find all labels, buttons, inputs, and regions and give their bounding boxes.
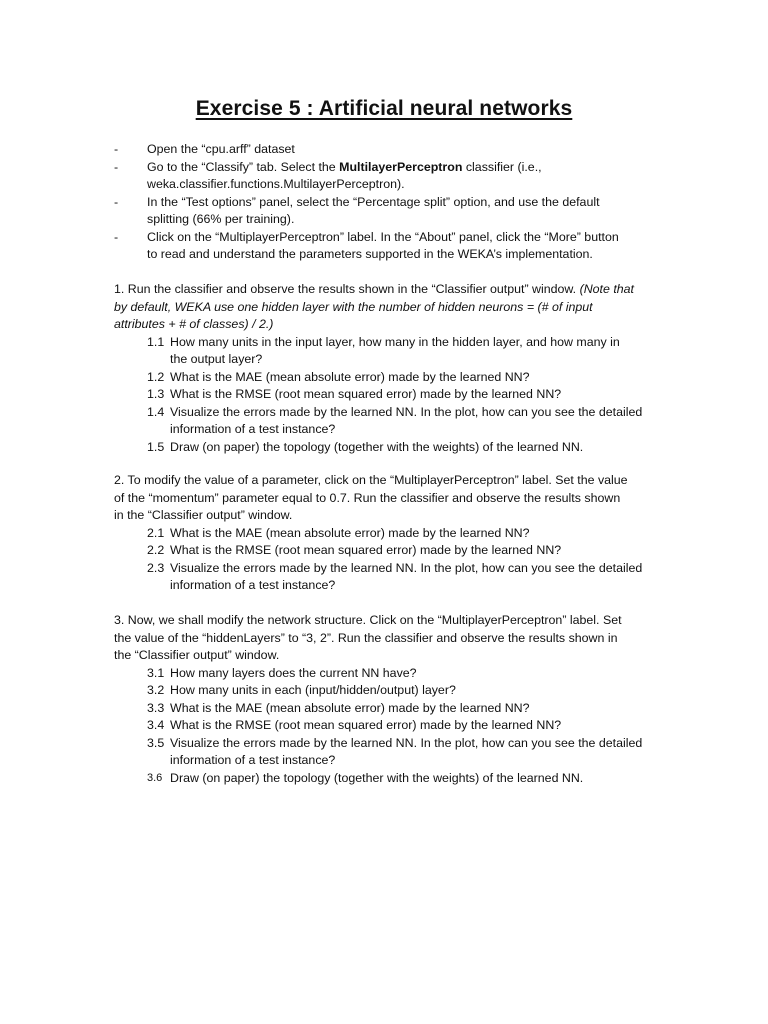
question-number: 3.3 xyxy=(147,700,165,715)
bullet-text: to read and understand the parameters supported in the WEKA’s implementation. xyxy=(147,247,593,261)
bullet-text: splitting (66% per training). xyxy=(147,212,295,226)
section-instruction: 2. To modify the value of a parameter, click on the “MultiplayerPerceptron” label. Set the value of the “momentum” parameter equal to 0.7. Run the classifier and observe the results shown in the “Classifier output” window. xyxy=(114,473,628,522)
exercise-section-2 xyxy=(114,472,674,595)
question-list xyxy=(114,665,674,788)
question-number: 3.2 xyxy=(147,683,165,697)
question-item: 1.3 What is the RMSE (root mean squared error) made by the learned NN? xyxy=(114,386,674,404)
instruction-bullet-list xyxy=(114,141,674,264)
question-number: 1.1 xyxy=(147,334,165,349)
question-number: 3.1 xyxy=(147,665,165,680)
question-item: 3.3 What is the MAE (mean absolute error) made by the learned NN? xyxy=(114,700,674,718)
page-title: Exercise 5 : Artificial neural networks xyxy=(195,97,573,120)
question-number: 1.3 xyxy=(147,387,165,401)
question-item: 1.2 What is the MAE (mean absolute error) made by the learned NN? xyxy=(114,369,674,387)
question-number: 1.5 xyxy=(147,439,165,454)
question-item: 1.1 How many units in the input layer, how many in the hidden layer, and how many in the output layer? xyxy=(114,334,674,369)
question-item: 1.5 Draw (on paper) the topology (together with the weights) of the learned NN. xyxy=(114,439,674,457)
question-number: 1.2 xyxy=(147,369,165,384)
classifier-name: MultilayerPerceptron xyxy=(339,159,463,174)
bullet-text: Click on the “MultiplayerPerceptron” label. In the “About” panel, click the “More” button xyxy=(147,229,619,244)
bullet-item xyxy=(114,141,674,159)
question-number: 2.2 xyxy=(147,543,165,557)
question-item: 2.1 What is the MAE (mean absolute error) made by the learned NN? xyxy=(114,525,674,543)
question-item: 3.1 How many layers does the current NN have? xyxy=(114,665,674,683)
bullet-text: In the “Test options” panel, select the “Percentage split” option, and use the default xyxy=(147,194,600,209)
question-list xyxy=(114,334,674,457)
section-instruction: 3. Now, we shall modify the network structure. Click on the “MultiplayerPerceptron” label. Set the value of the “hiddenLayers” to “3, 2”. Run the classifier and observe the results shown in the “Classifier output” window. xyxy=(114,613,622,662)
question-number: 2.1 xyxy=(147,525,165,540)
bullet-text: weka.classifier.functions.MultilayerPerceptron). xyxy=(147,177,405,191)
bullet-dash: - xyxy=(114,194,119,209)
question-number: 1.4 xyxy=(147,404,165,419)
question-item: 3.5 Visualize the errors made by the learned NN. In the plot, how can you see the detailed information of a test instance? xyxy=(114,735,674,770)
bullet-dash: - xyxy=(114,229,119,244)
question-item: 2.3 Visualize the errors made by the learned NN. In the plot, how can you see the detailed information of a test instance? xyxy=(114,560,674,595)
bullet-item xyxy=(114,194,674,229)
question-number: 2.3 xyxy=(147,560,165,575)
question-number: 3.5 xyxy=(147,735,165,750)
question-item: 2.2 What is the RMSE (root mean squared error) made by the learned NN? xyxy=(114,542,674,560)
question-list xyxy=(114,525,674,595)
question-number: 3.6 xyxy=(147,771,163,784)
bullet-item xyxy=(114,229,674,264)
bullet-text: Go to the “Classify” tab. Select the MultilayerPerceptron classifier (i.e., xyxy=(147,159,542,174)
bullet-dash: - xyxy=(114,142,119,156)
exercise-section-1 xyxy=(114,281,674,456)
bullet-item xyxy=(114,159,674,194)
section-instruction: 1. Run the classifier and observe the results shown in the “Classifier output” window. (Note that by default, WEKA use one hidden layer with the number of hidden neurons = (# of input attributes + # of classes) / 2.) xyxy=(114,282,634,331)
question-item: 3.4 What is the RMSE (root mean squared error) made by the learned NN? xyxy=(114,717,674,735)
bullet-dash: - xyxy=(114,159,119,174)
question-number: 3.4 xyxy=(147,718,165,732)
bullet-text: Open the “cpu.arff” dataset xyxy=(147,142,295,156)
question-item: 1.4 Visualize the errors made by the learned NN. In the plot, how can you see the detailed information of a test instance? xyxy=(114,404,674,439)
exercise-section-3 xyxy=(114,612,674,787)
question-item: 3.6 Draw (on paper) the topology (together with the weights) of the learned NN. xyxy=(114,770,674,788)
question-item: 3.2 How many units in each (input/hidden/output) layer? xyxy=(114,682,674,700)
